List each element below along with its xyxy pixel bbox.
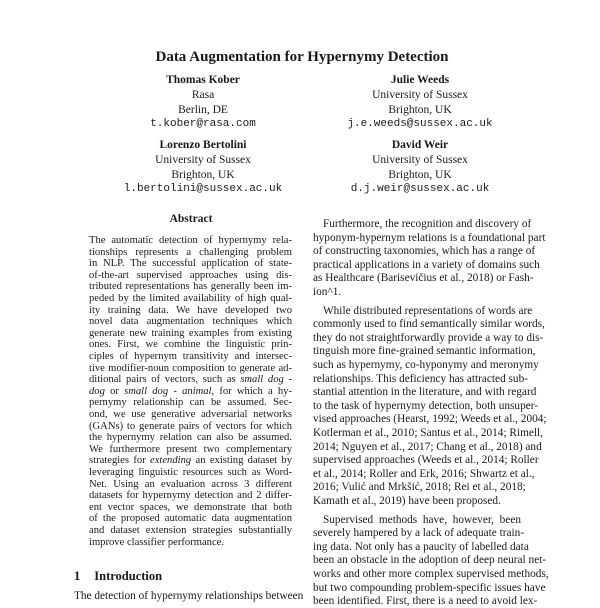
author-affiliation: University of Sussex: [372, 154, 468, 166]
author-location: Brighton, UK: [171, 169, 235, 181]
paragraph-line: to the task of hypernymy detection, both unsuper-: [313, 399, 539, 412]
paragraph-line: commonly used to find semantically similar words,: [313, 318, 545, 331]
author-affiliation: University of Sussex: [155, 154, 251, 166]
paragraph-line: ing data. Not only has a paucity of labelled data: [313, 540, 529, 553]
abstract-heading: Abstract: [169, 213, 213, 225]
abstract-line: the hypernymy relation can also be assumed.: [89, 432, 292, 444]
abstract-line: novel data augmentation techniques which: [89, 316, 292, 328]
author-location: Brighton, UK: [388, 104, 452, 116]
abstract-line: peded by the limited availability of high qual-: [89, 293, 292, 304]
abstract-line: The automatic detection of hypernymy rela-: [89, 235, 292, 246]
author-email[interactable]: d.j.weir@sussex.ac.uk: [350, 183, 490, 195]
paragraph-line: as Healthcare (Barisevičius et al., 2018) or Fash-: [313, 272, 534, 285]
abstract-line: dog or small dog - animal, for which a hy-: [89, 385, 292, 397]
abstract-line: Net. Using an evaluation across 3 different: [89, 478, 292, 490]
paragraph-line: 2016; Vulić and Mrkšić, 2018; Rei et al., 2018;: [313, 481, 526, 494]
abstract-line: in NLP. The successful application of state-: [89, 258, 292, 270]
author-affiliation: Rasa: [191, 89, 215, 101]
paragraph-line: such as hypernymy, co-hyponymy and meronymy: [313, 359, 539, 371]
paragraph-line: but two compounding problem-specific issues have: [313, 581, 546, 594]
author-email[interactable]: j.e.weeds@sussex.ac.uk: [347, 118, 493, 130]
section-number: 1: [74, 569, 81, 583]
author-location: Berlin, DE: [178, 104, 228, 116]
abstract-line: improve classifier performance.: [89, 536, 225, 548]
abstract-line: ent vector spaces, we demonstrate that both: [89, 501, 292, 513]
author-name: David Weir: [391, 139, 449, 151]
author-location: Brighton, UK: [388, 169, 452, 181]
abstract-line: tionships represents a challenging problem: [89, 246, 292, 258]
paragraph-line: Furthermore, the recognition and discovery of: [323, 218, 532, 230]
paragraph-line: supervised approaches (Weeds et al., 2014; Roller: [313, 454, 539, 467]
paragraph-line: Kotlerman et al., 2010; Santus et al., 2014; Rimell,: [313, 427, 543, 439]
paragraph-line: stantial attention in the literature, and with regard: [313, 386, 537, 399]
abstract-line: (GANs) to generate pairs of vectors for which: [89, 420, 292, 432]
abstract-line: of the proposed automatic data augmentation: [89, 513, 292, 525]
author-name: Julie Weeds: [390, 74, 450, 86]
paragraph-line: relationships. This deficiency has attracted sub-: [313, 372, 528, 385]
paragraph-line: practical applications in a variety of domains such: [313, 258, 540, 271]
abstract-line: We furthermore present two complementary: [89, 443, 292, 455]
author-email[interactable]: l.bertolini@sussex.ac.uk: [123, 183, 283, 195]
paragraph-line: tinguish more fine-grained semantic information,: [313, 345, 536, 358]
paragraph-line: ion^1.: [313, 286, 342, 298]
abstract-line: of-the-art supervised approaches using dis-: [89, 269, 292, 281]
paper-title: Data Augmentation for Hypernymy Detection: [155, 49, 449, 65]
paragraph-line: 2014; Nguyen et al., 2017; Chang et al., 2018) and: [313, 440, 542, 453]
abstract-line: pernymy relationship can be assumed. Sec-: [89, 397, 292, 409]
paragraph-line: vised approaches (Hearst, 1992; Weeds et al., 2004;: [313, 413, 547, 426]
author-name: Thomas Kober: [166, 74, 240, 86]
section-heading: [74, 569, 162, 584]
author-affiliation: University of Sussex: [372, 89, 468, 101]
abstract-line: tive modifier-noun composition to generate ad-: [89, 362, 292, 374]
abstract-line: ones. First, we combine the linguistic prin-: [89, 339, 292, 351]
paragraph-line: While distributed representations of words are: [323, 304, 533, 317]
paragraph-line: hyponym-hypernym relations is a foundational part: [313, 231, 546, 244]
abstract-line: and dataset extension strategies substantially: [89, 525, 292, 536]
abstract-line: ond, we use generative adversarial networks: [89, 409, 292, 420]
author-email[interactable]: t.kober@rasa.com: [150, 118, 256, 130]
abstract-line: strategies for extending an existing dataset by: [89, 455, 292, 467]
author-name: Lorenzo Bertolini: [159, 139, 247, 151]
paragraph-line: Kamath et al., 2019) have been proposed.: [313, 495, 501, 507]
abstract-line: datasets for hypernymy detection and 2 differ-: [89, 490, 292, 502]
abstract-line: ditional pairs of vectors, such as small dog -: [89, 374, 292, 386]
abstract-line: leveraging linguistic resources such as Word-: [89, 467, 292, 478]
paragraph-line: been identified. First, there is a need to avoid lex-: [313, 595, 538, 608]
paragraph-line: severely hampered by a lack of adequate train-: [313, 527, 525, 540]
paragraph-line: works and other more complex supervised methods,: [313, 568, 549, 580]
abstract-line: ity training data. We have developed two: [89, 304, 292, 316]
intro-first-line: The detection of hypernymy relationships between: [74, 590, 304, 602]
paragraph-line: et al., 2014; Roller and Erk, 2016; Shwartz et al.,: [313, 467, 535, 480]
paragraph-line: they do not straightforwardly provide a way to dis-: [313, 331, 544, 344]
paragraph-line: been an obstacle in the adoption of deep neural net-: [313, 554, 547, 567]
paragraph-line: of constructing taxonomies, which has a range of: [313, 245, 536, 258]
abstract-line: generate new training examples from existing: [89, 327, 292, 339]
section-title: Introduction: [94, 569, 163, 583]
abstract-line: ciples of hypernym transitivity and intersec-: [89, 351, 292, 362]
paragraph-line: Supervised methods have, however, been: [323, 513, 521, 526]
abstract-line: tributed representations has generally been im-: [89, 281, 292, 293]
